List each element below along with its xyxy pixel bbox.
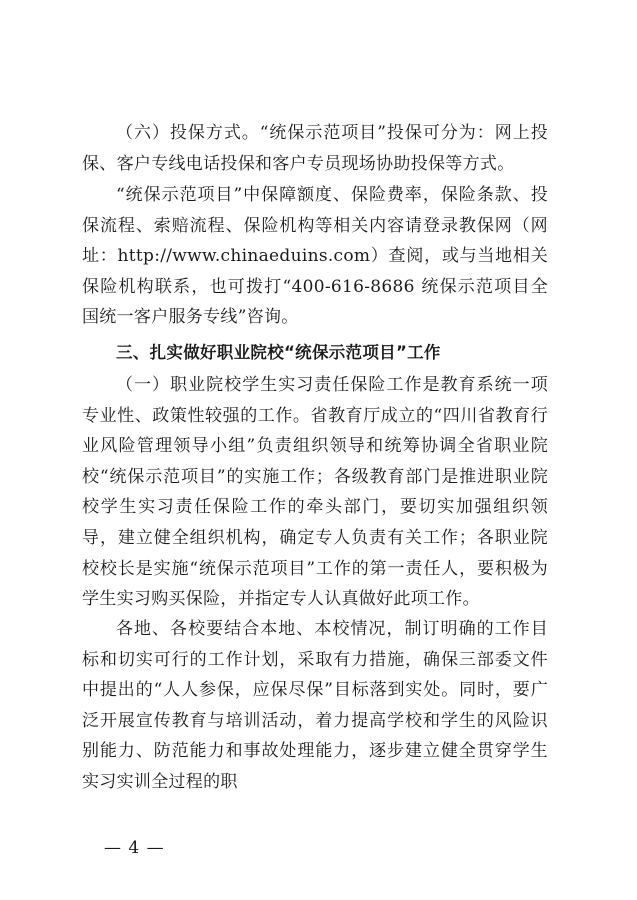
paragraph-work-goals: 各地、各校要结合本地、本校情况，制订明确的工作目标和切实可行的工作计划，采取有力措施，确保三部委文件中提出的“人人参保，应保尽保”目标落到实处。同时，要广泛开展宣传教育与培训活动，着力提高学校和学生的风险识别能力、防范能力和事故处理能力，逐步建立健全贯穿学生实习实训全过程的职 (82, 619, 548, 792)
paragraph-organization-leadership: （一）职业院校学生实习责任保险工作是教育系统一项专业性、政策性较强的工作。省教育厅成立的“四川省教育行业风险管理领导小组”负责组织领导和统筹协调全省职业院校“统保示范项目”的实施工作；各级教育部门是推进职业院校学生实习责任保险工作的牵头部门，要切实加强组织领导，建立健全组织机构，确定专人负责有关工作；各职业院校校长是实施“统保示范项目”工作的第一责任人，要积极为学生实习购买保险，并指定专人认真做好此项工作。 (82, 375, 548, 610)
section-heading-three: 三、扎实做好职业院校“统保示范项目”工作 (116, 343, 441, 362)
paragraph-insurance-methods: （六）投保方式。“统保示范项目”投保可分为：网上投保、客户专线电话投保和客户专员现场协助投保等方式。 (82, 123, 548, 174)
page-number: — 4 — (104, 838, 165, 858)
paragraph-inquiry-info: “统保示范项目”中保障额度、保险费率，保险条款、投保流程、索赔流程、保险机构等相关内容请登录教保网（网址：http://www.chinaeduins.com）查阅，或与当地相关保险机构联系，也可拨打“400-616-8686 统保示范项目全国统一客户服务专线”咨询。 (82, 185, 548, 328)
